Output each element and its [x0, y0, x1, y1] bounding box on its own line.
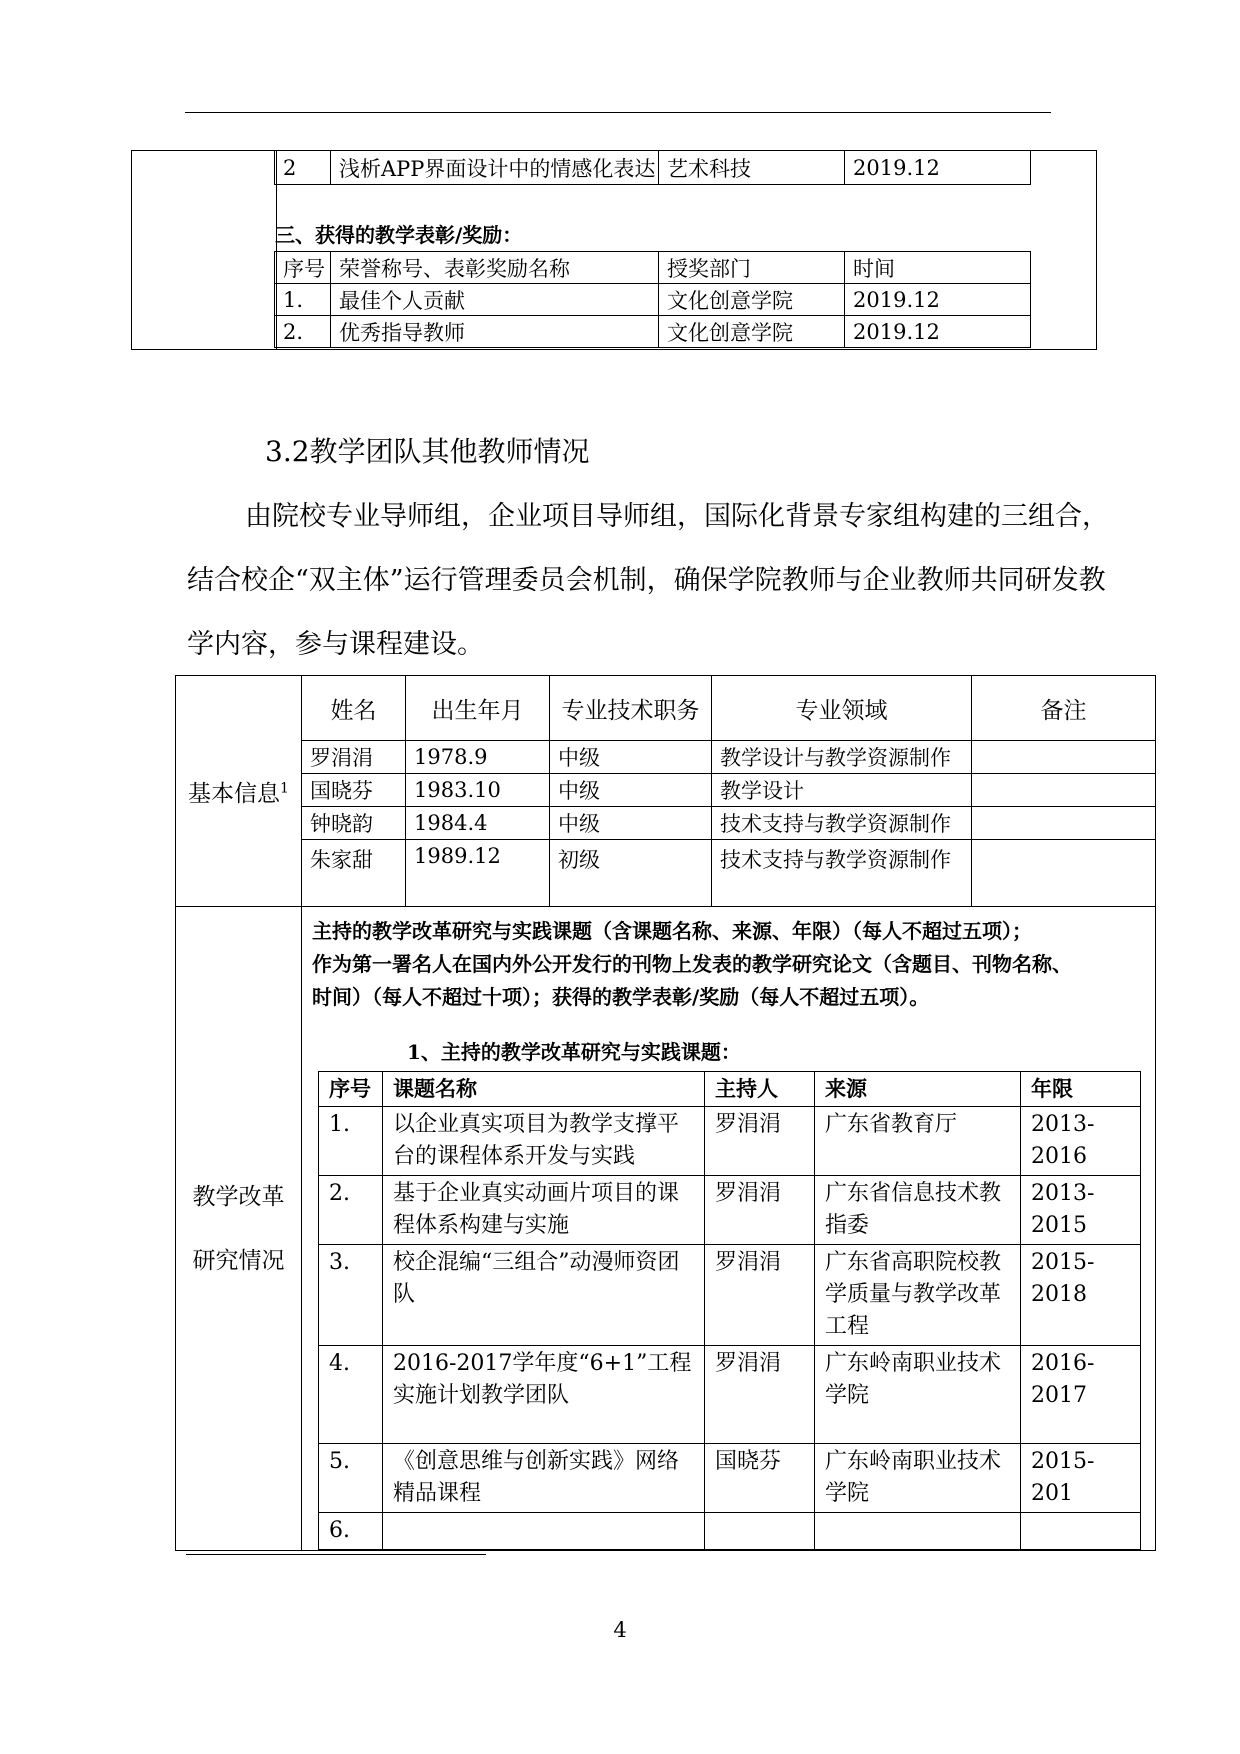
- table-row: [319, 1245, 1141, 1346]
- project-name: 校企混编“三组合”动漫师资团队: [383, 1245, 705, 1346]
- col-header-years: 年限: [1021, 1072, 1141, 1107]
- col-header-name: 姓名: [302, 676, 406, 741]
- body-paragraph: [187, 485, 1117, 677]
- project-years: 2015-2018: [1021, 1245, 1141, 1346]
- teacher-title: 中级: [550, 807, 712, 840]
- table-row: [319, 1176, 1141, 1245]
- reform-intro-line2: 作为第一署名人在国内外公开发行的刊物上发表的教学研究论文（含题目、刊物名称、: [312, 952, 1072, 976]
- teacher-note: [972, 774, 1156, 807]
- table-header-row: [319, 1072, 1141, 1107]
- paper-date: 2019.12: [845, 151, 1031, 185]
- teacher-title: 中级: [550, 774, 712, 807]
- table-row: [319, 1513, 1141, 1550]
- table-row: [176, 741, 1156, 774]
- project-years: 2015-201: [1021, 1444, 1141, 1513]
- project-num: 2.: [319, 1176, 383, 1245]
- teacher-note: [972, 741, 1156, 774]
- reform-label-line1: 教学改革: [192, 1183, 285, 1210]
- teacher-note: [972, 840, 1156, 907]
- teacher-field: 教学设计与教学资源制作: [712, 741, 972, 774]
- projects-table: [318, 1071, 1141, 1550]
- project-host: 国晓芬: [705, 1444, 815, 1513]
- paper-num: 2: [275, 151, 331, 185]
- reform-label-line2: 研究情况: [192, 1247, 285, 1274]
- teacher-name: 钟晓韵: [302, 807, 406, 840]
- project-years: 2016-2017: [1021, 1346, 1141, 1444]
- award-num: 1.: [275, 284, 331, 316]
- col-header-num: 序号: [275, 252, 331, 284]
- table-row: [275, 284, 1031, 316]
- papers-table-continuation: [274, 150, 1031, 185]
- col-header-num: 序号: [319, 1072, 383, 1107]
- col-header-title: 专业技术职务: [550, 676, 712, 741]
- col-header-birth: 出生年月: [406, 676, 550, 741]
- project-source: [815, 1513, 1021, 1550]
- teacher-name: 朱家甜: [302, 840, 406, 907]
- col-header-project: 课题名称: [383, 1072, 705, 1107]
- project-name: 以企业真实项目为教学支撑平台的课程体系开发与实践: [383, 1107, 705, 1176]
- award-dept: 文化创意学院: [659, 284, 845, 316]
- table-row: [176, 774, 1156, 807]
- project-name: [383, 1513, 705, 1550]
- teacher-note: [972, 807, 1156, 840]
- footnote-rule: [186, 1554, 486, 1555]
- section-heading: 3.2教学团队其他教师情况: [265, 435, 590, 468]
- teacher-field: 技术支持与教学资源制作: [712, 840, 972, 907]
- header-rule: [185, 112, 1051, 113]
- reform-label: [176, 907, 302, 1551]
- project-num: 4.: [319, 1346, 383, 1444]
- project-host: 罗涓涓: [705, 1176, 815, 1245]
- basic-info-label-text: 基本信息: [188, 780, 281, 807]
- award-dept: 文化创意学院: [659, 316, 845, 348]
- project-years: 2013-2016: [1021, 1107, 1141, 1176]
- teacher-title: 中级: [550, 741, 712, 774]
- project-name: 2016-2017学年度“6+1”工程实施计划教学团队: [383, 1346, 705, 1444]
- project-num: 1.: [319, 1107, 383, 1176]
- table-row: [176, 840, 1156, 907]
- award-num: 2.: [275, 316, 331, 348]
- col-header-source: 来源: [815, 1072, 1021, 1107]
- project-source: 广东省教育厅: [815, 1107, 1021, 1176]
- reform-subheading: 1、主持的教学改革研究与实践课题：: [407, 1040, 741, 1064]
- reform-row: [176, 907, 1156, 1551]
- paragraph-text: 由院校专业导师组，企业项目导师组，国际化背景专家组构建的三组合，结合校企“双主体”运行管理委员会机制，确保学院教师与企业教师共同研发教学内容，参与课程建设。: [187, 501, 1109, 660]
- project-source: 广东岭南职业技术学院: [815, 1346, 1021, 1444]
- table-row: [176, 807, 1156, 840]
- project-num: 3.: [319, 1245, 383, 1346]
- table-row: [275, 316, 1031, 348]
- footnote-mark: 1: [280, 779, 289, 796]
- reform-intro-line1: 主持的教学改革研究与实践课题（含课题名称、来源、年限）（每人不超过五项）；: [312, 919, 1032, 943]
- project-host: 罗涓涓: [705, 1107, 815, 1176]
- col-header-time: 时间: [845, 252, 1031, 284]
- project-host: 罗涓涓: [705, 1346, 815, 1444]
- page-number: 4: [613, 1618, 627, 1642]
- project-source: 广东岭南职业技术学院: [815, 1444, 1021, 1513]
- project-years: [1021, 1513, 1141, 1550]
- paper-title: 浅析APP界面设计中的情感化表达: [331, 151, 659, 185]
- teacher-name: 罗涓涓: [302, 741, 406, 774]
- teacher-birth: 1983.10: [406, 774, 550, 807]
- teacher-field: 教学设计: [712, 774, 972, 807]
- project-source: 广东省高职院校教学质量与教学改革工程: [815, 1245, 1021, 1346]
- col-header-note: 备注: [972, 676, 1156, 741]
- reform-content: [302, 907, 1156, 1551]
- table-row: [275, 151, 1031, 185]
- award-time: 2019.12: [845, 316, 1031, 348]
- project-host: [705, 1513, 815, 1550]
- awards-heading: 三、获得的教学表彰/奖励：: [275, 223, 523, 247]
- award-name: 优秀指导教师: [331, 316, 659, 348]
- col-header-dept: 授奖部门: [659, 252, 845, 284]
- project-host: 罗涓涓: [705, 1245, 815, 1346]
- award-time: 2019.12: [845, 284, 1031, 316]
- teacher-title: 初级: [550, 840, 712, 907]
- table-row: [319, 1346, 1141, 1444]
- table-row: [319, 1444, 1141, 1513]
- award-name: 最佳个人贡献: [331, 284, 659, 316]
- project-name: 《创意思维与创新实践》网络精品课程: [383, 1444, 705, 1513]
- project-name: 基于企业真实动画片项目的课程体系构建与实施: [383, 1176, 705, 1245]
- teacher-birth: 1984.4: [406, 807, 550, 840]
- teacher-birth: 1989.12: [406, 840, 550, 907]
- col-header-host: 主持人: [705, 1072, 815, 1107]
- awards-table: [274, 251, 1031, 348]
- team-table: [175, 675, 1156, 1551]
- teacher-field: 技术支持与教学资源制作: [712, 807, 972, 840]
- paper-journal: 艺术科技: [659, 151, 845, 185]
- table-row: [319, 1107, 1141, 1176]
- teacher-name: 国晓芬: [302, 774, 406, 807]
- table-header-row: [275, 252, 1031, 284]
- project-num: 5.: [319, 1444, 383, 1513]
- col-header-field: 专业领域: [712, 676, 972, 741]
- reform-intro-line3: 时间）（每人不超过十项）；获得的教学表彰/奖励（每人不超过五项）。: [312, 985, 930, 1009]
- project-years: 2013-2015: [1021, 1176, 1141, 1245]
- table-header-row: [176, 676, 1156, 741]
- basic-info-label: [176, 676, 302, 907]
- project-source: 广东省信息技术教指委: [815, 1176, 1021, 1245]
- project-num: 6.: [319, 1513, 383, 1550]
- col-header-name: 荣誉称号、表彰奖励名称: [331, 252, 659, 284]
- teacher-birth: 1978.9: [406, 741, 550, 774]
